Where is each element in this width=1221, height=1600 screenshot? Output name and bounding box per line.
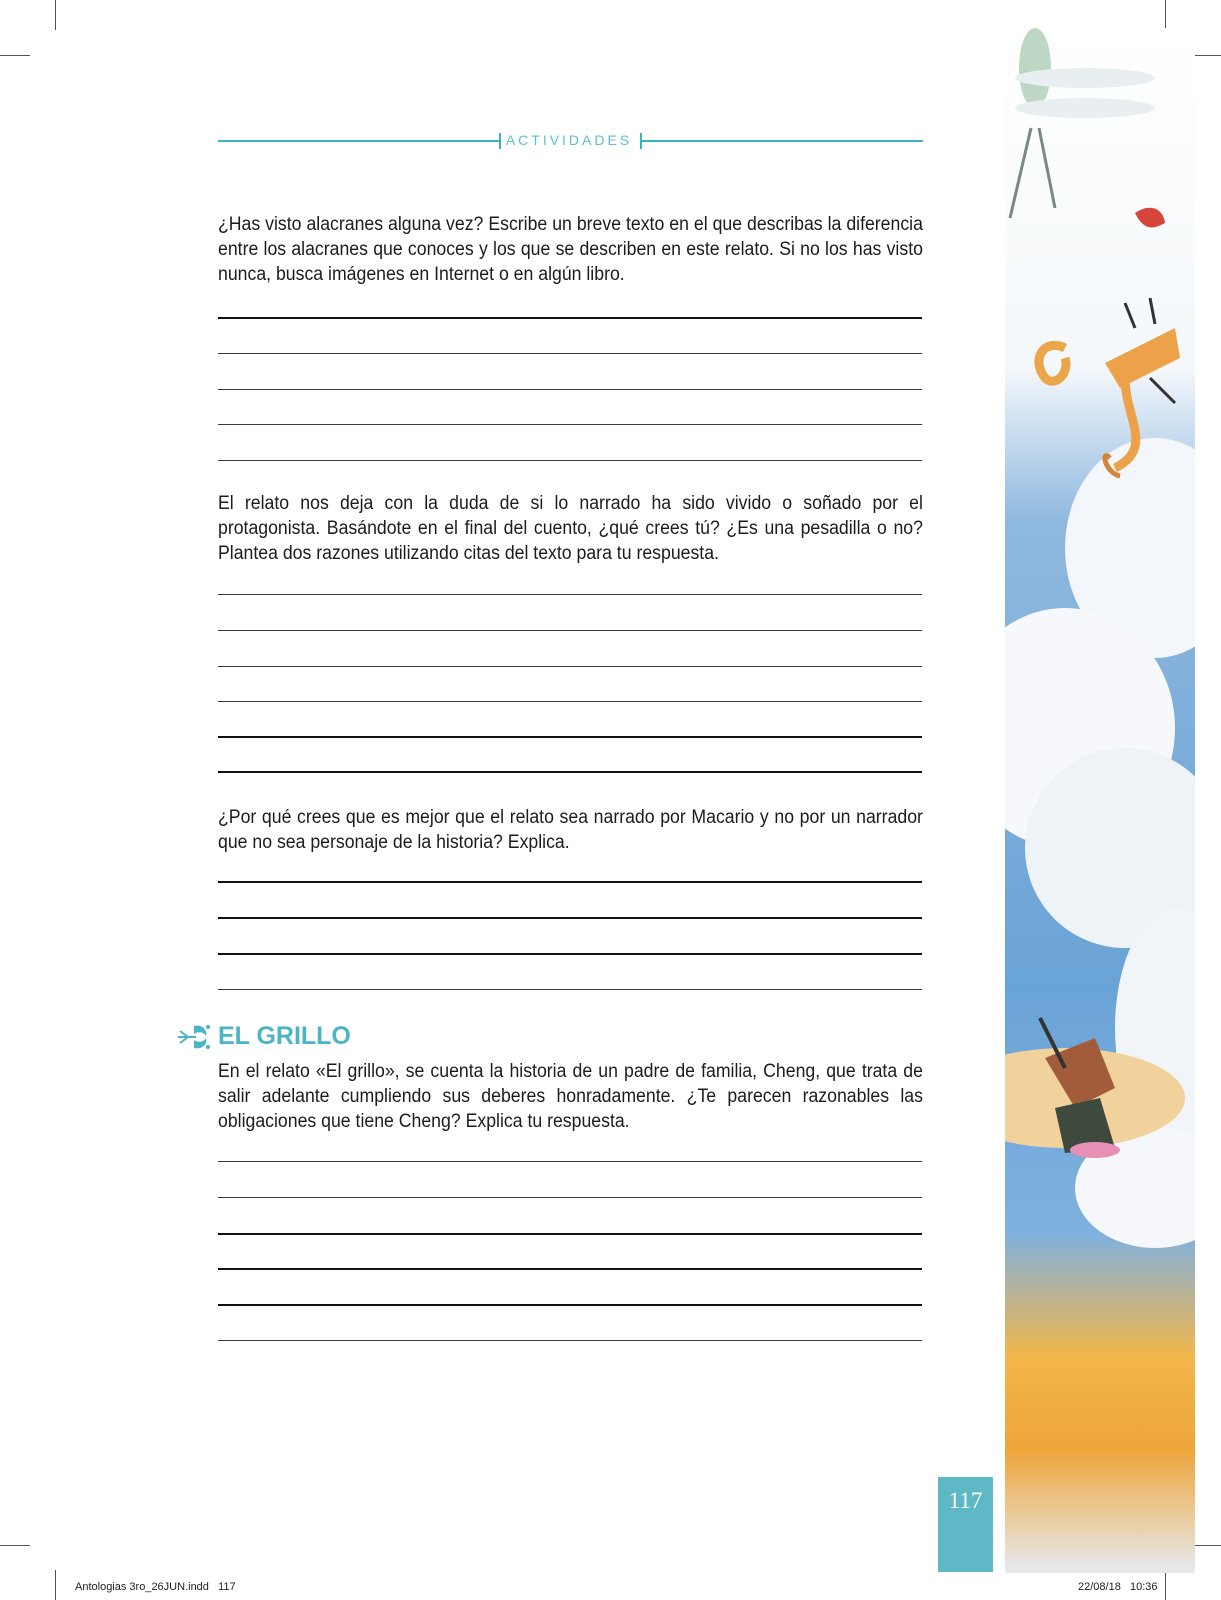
answer-line[interactable] xyxy=(218,353,922,354)
section-title: EL GRILLO xyxy=(218,1022,351,1050)
question-3 xyxy=(218,805,923,855)
question-2-text: El relato nos deja con la duda de si lo narrado ha sido vivido o soñado por el protagonista. Basándote en el final del cuento, ¿qué crees tú? ¿Es una pesadilla o no? Plantea dos razones utilizando citas del texto para tu respuesta. xyxy=(218,493,923,564)
answer-line[interactable] xyxy=(218,666,922,667)
answer-line[interactable] xyxy=(218,953,922,955)
crop-mark xyxy=(0,1545,30,1546)
answer-line[interactable] xyxy=(218,989,922,990)
question-3-text: ¿Por qué crees que es mejor que el relato sea narrado por Macario y no por un narrador que no sea personaje de la historia? Explica. xyxy=(218,807,923,853)
answer-line[interactable] xyxy=(218,881,922,883)
crop-mark xyxy=(0,55,30,56)
answer-line[interactable] xyxy=(218,771,922,773)
crop-mark xyxy=(1165,1570,1166,1600)
crop-mark xyxy=(1165,0,1166,30)
answer-line[interactable] xyxy=(218,630,922,631)
answer-line[interactable] xyxy=(218,389,922,390)
crop-mark xyxy=(1191,1545,1221,1546)
answer-line[interactable] xyxy=(218,1233,922,1235)
answer-line[interactable] xyxy=(218,1304,922,1306)
answer-line[interactable] xyxy=(218,736,922,738)
page-number: 117 xyxy=(948,1488,983,1513)
header-rule-left xyxy=(218,140,500,142)
question-2 xyxy=(218,491,923,566)
header-rule-right xyxy=(640,140,923,142)
decorative-illustration xyxy=(1005,28,1195,1573)
answer-line[interactable] xyxy=(218,317,922,319)
answer-line[interactable] xyxy=(218,1340,922,1341)
date-slug: 22/08/18 10:36 xyxy=(1078,1581,1158,1593)
answer-line[interactable] xyxy=(218,1268,922,1270)
question-4 xyxy=(218,1059,923,1134)
crop-mark xyxy=(55,1570,56,1600)
answer-line[interactable] xyxy=(218,424,922,425)
answer-line[interactable] xyxy=(218,1197,922,1198)
crop-mark xyxy=(1191,55,1221,56)
answer-line[interactable] xyxy=(218,917,922,919)
crop-mark xyxy=(55,0,56,30)
answer-line[interactable] xyxy=(218,1161,922,1162)
question-4-text: En el relato «El grillo», se cuenta la historia de un padre de familia, Cheng, que trata de salir adelante cumpliendo sus deberes honradamente. ¿Te parecen razonables las obligaciones que tiene Cheng? Explica tu respuesta. xyxy=(218,1061,923,1132)
answer-line[interactable] xyxy=(218,701,922,702)
answer-line[interactable] xyxy=(218,460,922,461)
cricket-icon xyxy=(176,1022,212,1052)
file-slug: Antologias 3ro_26JUN.indd 117 xyxy=(75,1581,236,1593)
question-1-text: ¿Has visto alacranes alguna vez? Escribe un breve texto en el que describas la diferencia entre los alacranes que conoces y los que se describen en este relato. Si no los has visto nunca, busca imágenes en Internet o en algún libro. xyxy=(218,214,923,285)
section-header: ACTIVIDADES xyxy=(505,132,633,148)
question-1 xyxy=(218,212,923,287)
answer-line[interactable] xyxy=(218,594,922,595)
